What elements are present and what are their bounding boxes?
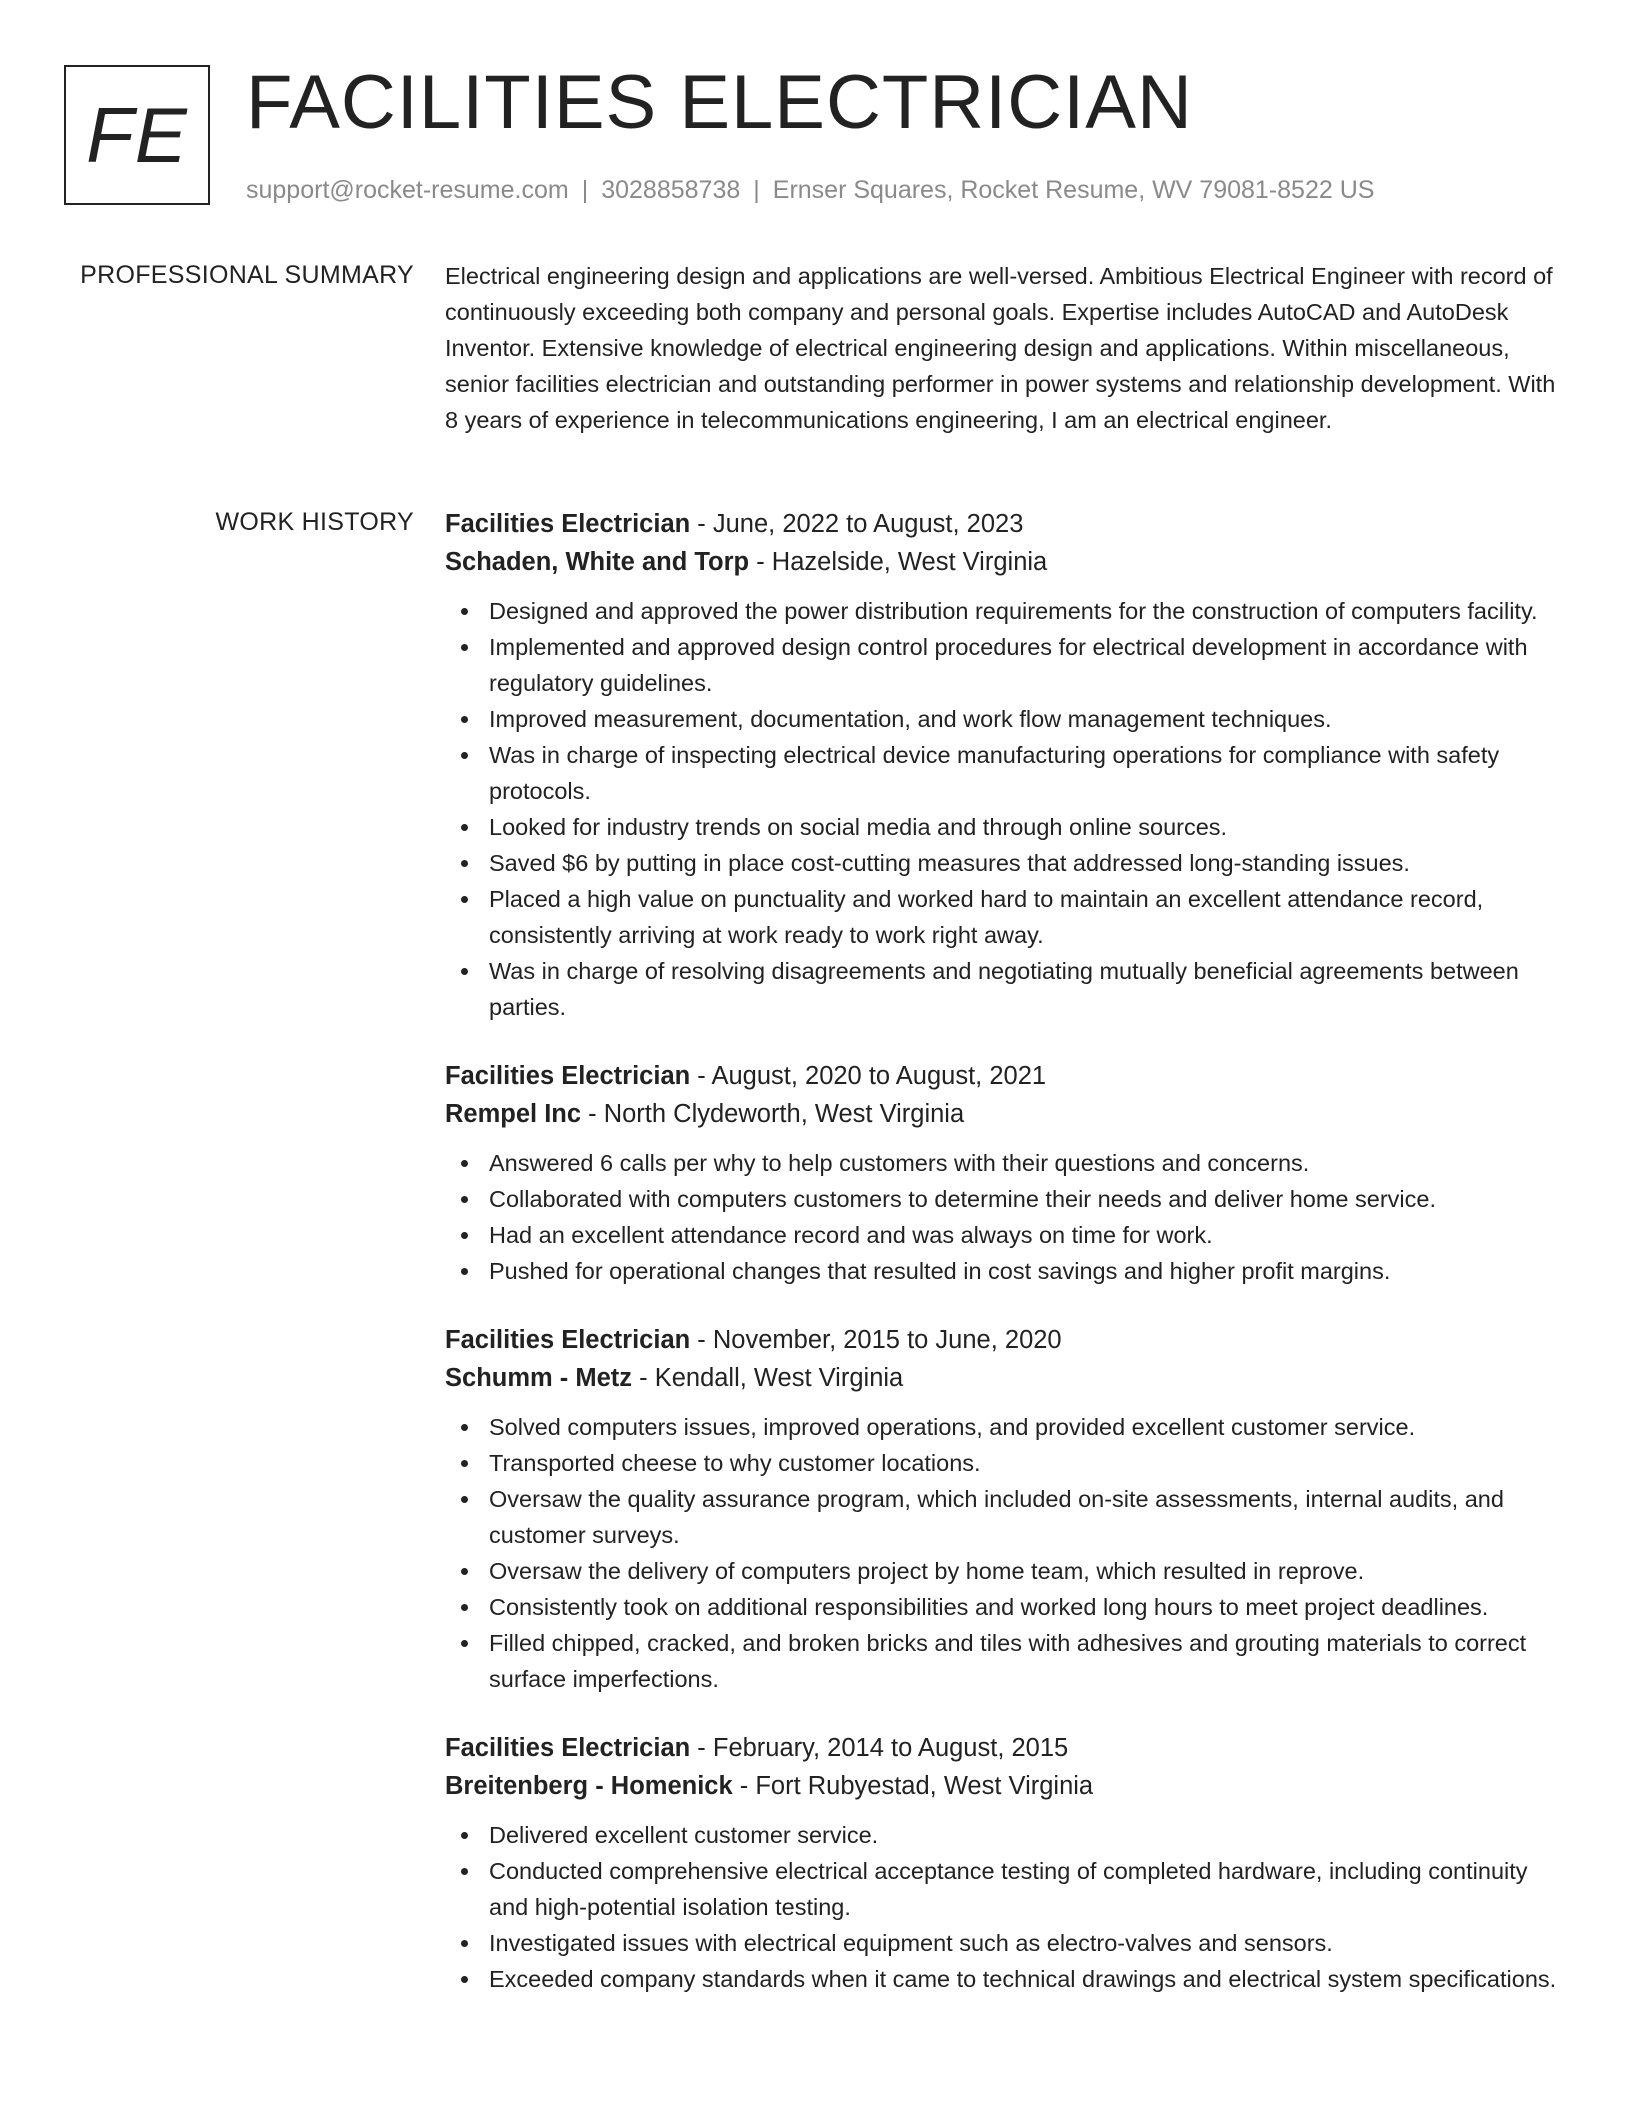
page-title: FACILITIES ELECTRICIAN	[246, 60, 1193, 145]
job-bullet: Had an excellent attendance record and was always on time for work.	[445, 1217, 1560, 1253]
job-company-line	[445, 1767, 1560, 1805]
contact-separator: |	[581, 176, 589, 204]
job-bullet: Answered 6 calls per why to help customers with their questions and concerns.	[445, 1145, 1560, 1181]
section-label-work-history: WORK HISTORY	[215, 508, 414, 536]
job-bullet-list	[445, 593, 1560, 1025]
job-title-line	[445, 1057, 1560, 1095]
job-bullet: Exceeded company standards when it came to technical drawings and electrical system specifications.	[445, 1961, 1560, 1997]
section-label-summary: PROFESSIONAL SUMMARY	[80, 261, 414, 289]
job-bullet: Placed a high value on punctuality and worked hard to maintain an excellent attendance record, consistently arriving at work ready to work right away.	[445, 881, 1560, 953]
summary-text: Electrical engineering design and applications are well-versed. Ambitious Electrical Engineer with record of continuously exceeding both company and personal goals. Expertise includes AutoCAD and AutoDesk Inventor. Extensive knowledge of electrical engineering design and applications. Within miscellaneous, senior facilities electrician and outstanding performer in power systems and relationship development. With 8 years of experience in telecommunications engineering, I am an electrical engineer.	[445, 263, 1556, 433]
job-bullet: Designed and approved the power distribution requirements for the construction of computers facility.	[445, 593, 1560, 629]
job-entry	[445, 1057, 1560, 1289]
job-company: Schaden, White and Torp	[445, 548, 750, 576]
job-title: Facilities Electrician	[445, 1326, 691, 1354]
job-bullet: Investigated issues with electrical equipment such as electro-valves and sensors.	[445, 1925, 1560, 1961]
job-bullet-list	[445, 1409, 1560, 1697]
job-title-line	[445, 505, 1560, 543]
job-title: Facilities Electrician	[445, 1062, 691, 1090]
job-bullet-list	[445, 1145, 1560, 1289]
job-bullet-list	[445, 1817, 1560, 1997]
work-history-list	[445, 505, 1560, 2029]
job-bullet: Oversaw the delivery of computers project by home team, which resulted in reprove.	[445, 1553, 1560, 1589]
job-bullet: Transported cheese to why customer locations.	[445, 1445, 1560, 1481]
job-bullet: Pushed for operational changes that resulted in cost savings and higher profit margins.	[445, 1253, 1560, 1289]
job-dates: - November, 2015 to June, 2020	[690, 1326, 1062, 1354]
initials-monogram: FE	[64, 65, 210, 205]
job-title-line	[445, 1321, 1560, 1359]
job-bullet: Conducted comprehensive electrical acceptance testing of completed hardware, including continuity and high-potential isolation testing.	[445, 1853, 1560, 1925]
summary-body	[445, 258, 1560, 438]
job-company: Schumm - Metz	[445, 1364, 633, 1392]
contact-separator: |	[753, 176, 760, 204]
job-company-line	[445, 1095, 1560, 1133]
job-location: - Fort Rubyestad, West Virginia	[732, 1772, 1094, 1800]
job-title: Facilities Electrician	[445, 1734, 691, 1762]
job-bullet: Collaborated with computers customers to determine their needs and deliver home service.	[445, 1181, 1560, 1217]
job-bullet: Was in charge of resolving disagreements and negotiating mutually beneficial agreements between parties.	[445, 953, 1560, 1025]
contact-address: Ernser Squares, Rocket Resume, WV 79081-8522 US	[772, 176, 1375, 204]
job-bullet: Implemented and approved design control procedures for electrical development in accordance with regulatory guidelines.	[445, 629, 1560, 701]
job-bullet: Oversaw the quality assurance program, which included on-site assessments, internal audits, and customer surveys.	[445, 1481, 1560, 1553]
contact-line	[246, 173, 1374, 207]
job-dates: - June, 2022 to August, 2023	[690, 510, 1024, 538]
job-location: - North Clydeworth, West Virginia	[581, 1100, 965, 1128]
job-entry	[445, 505, 1560, 1025]
job-dates: - February, 2014 to August, 2015	[690, 1734, 1069, 1762]
job-dates: - August, 2020 to August, 2021	[690, 1062, 1047, 1090]
contact-phone: 3028858738	[601, 176, 741, 204]
job-bullet: Filled chipped, cracked, and broken bricks and tiles with adhesives and grouting materials to correct surface imperfections.	[445, 1625, 1560, 1697]
job-title-line	[445, 1729, 1560, 1767]
job-title: Facilities Electrician	[445, 510, 691, 538]
job-bullet: Looked for industry trends on social media and through online sources.	[445, 809, 1560, 845]
job-entry	[445, 1729, 1560, 1997]
job-bullet: Delivered excellent customer service.	[445, 1817, 1560, 1853]
job-bullet: Consistently took on additional responsibilities and worked long hours to meet project deadlines.	[445, 1589, 1560, 1625]
job-location: - Kendall, West Virginia	[632, 1364, 904, 1392]
job-location: - Hazelside, West Virginia	[749, 548, 1048, 576]
job-bullet: Improved measurement, documentation, and work flow management techniques.	[445, 701, 1560, 737]
job-company: Rempel Inc	[445, 1100, 582, 1128]
job-company-line	[445, 543, 1560, 581]
job-company: Breitenberg - Homenick	[445, 1772, 733, 1800]
job-bullet: Saved $6 by putting in place cost-cutting measures that addressed long-standing issues.	[445, 845, 1560, 881]
job-entry	[445, 1321, 1560, 1697]
job-bullet: Was in charge of inspecting electrical device manufacturing operations for compliance with safety protocols.	[445, 737, 1560, 809]
job-bullet: Solved computers issues, improved operations, and provided excellent customer service.	[445, 1409, 1560, 1445]
job-company-line	[445, 1359, 1560, 1397]
contact-email: support@rocket-resume.com	[246, 176, 569, 204]
